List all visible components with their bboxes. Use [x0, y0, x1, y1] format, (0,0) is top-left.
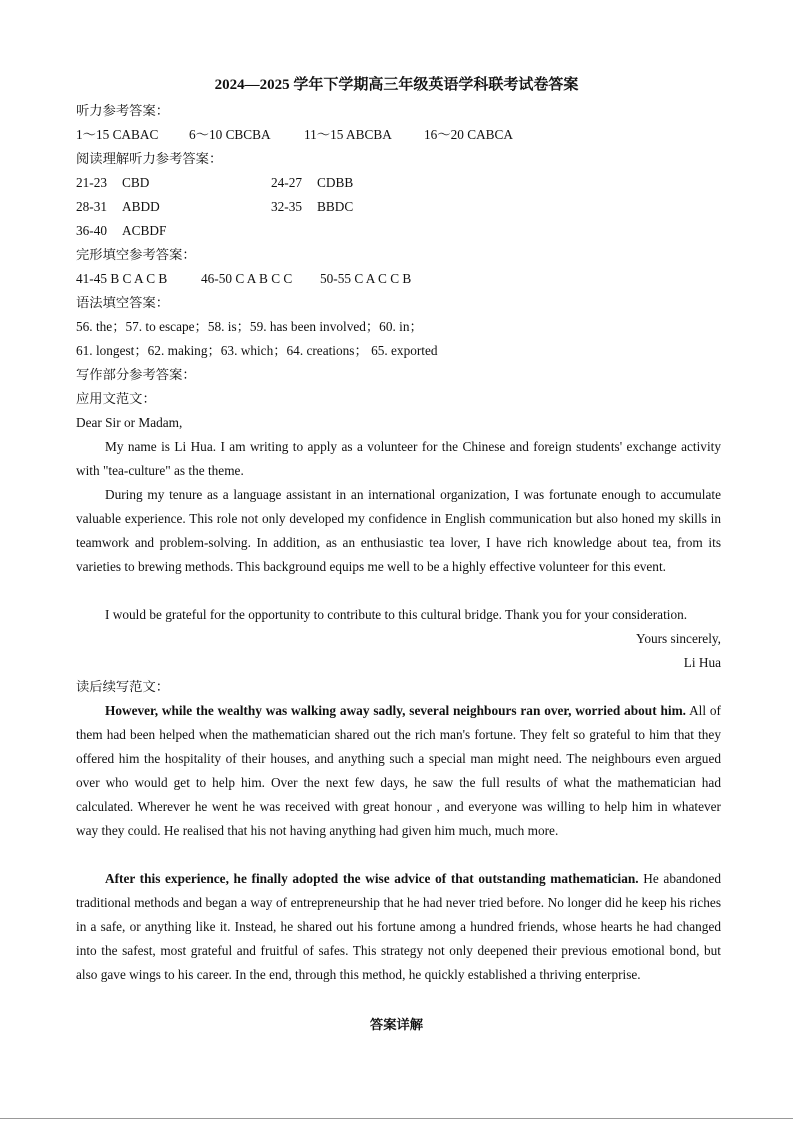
- letter-signature: Li Hua: [683, 655, 721, 670]
- listening-group: 11～15 ABCBA: [304, 127, 392, 142]
- cloze-answers: [76, 269, 411, 289]
- letter-salutation: Dear Sir or Madam,: [76, 415, 183, 430]
- reading-range: 21-23: [76, 175, 108, 190]
- page-bottom-rule: [0, 1118, 793, 1119]
- reading-answer: ACBDF: [122, 223, 167, 238]
- continuation-lead-sentence: However, while the wealthy was walking away sadly, several neighbours ran over, worried about him.: [105, 703, 686, 718]
- reading-range: 32-35: [271, 199, 303, 214]
- cloze-group: 50-55 C A C C B: [320, 271, 412, 286]
- reading-answer: ABDD: [122, 199, 160, 214]
- continuation-paragraph: [76, 867, 721, 987]
- applied-writing-heading: 应用文范文：: [76, 391, 156, 406]
- reading-row: [76, 197, 353, 217]
- reading-range: 24-27: [271, 175, 303, 190]
- cloze-heading: 完形填空参考答案：: [76, 247, 196, 262]
- continuation-heading: 读后续写范文：: [76, 679, 170, 694]
- grammar-heading: 语法填空答案：: [76, 295, 170, 310]
- cloze-group: 46-50 C A B C C: [201, 271, 293, 286]
- reading-answer: BBDC: [317, 199, 354, 214]
- listening-group: 1～15 CABAC: [76, 127, 159, 142]
- letter-paragraph: During my tenure as a language assistant in an international organization, I was fortunate enough to accumulate valuable experience. This role not only developed my confidence in English communication but also honed my skills in teamwork and problem-solving. In addition, as an enthusiastic tea lover, I have rich knowledge about tea, from its varieties to brewing methods. This background equips me well to be a highly effective volunteer for this event.: [76, 487, 721, 574]
- continuation-lead-sentence: After this experience, he finally adopted the wise advice of that outstanding mathematician.: [105, 871, 639, 886]
- reading-heading: 阅读理解听力参考答案：: [76, 151, 223, 166]
- continuation-body: He abandoned traditional methods and began a way of entrepreneurship that he had never tried before. No longer did he keep his riches in a safe, or anything like it. Instead, he shared out his fortune among a hundred friends, whose hearts he had changed into the safest, most grateful and fruitful of safes. This strategy not only deepened their previous emotional bond, but also gave wings to his career. In the end, through this method, he quickly established a thriving enterprise.: [76, 871, 722, 982]
- reading-range: 28-31: [76, 199, 108, 214]
- letter-paragraph: I would be grateful for the opportunity to contribute to this cultural bridge. Thank you for your consideration.: [105, 607, 688, 622]
- listening-group: 16～20 CABCA: [424, 127, 514, 142]
- letter-paragraph: My name is Li Hua. I am writing to apply as a volunteer for the Chinese and foreign students' exchange activity with "tea-culture" as the theme.: [76, 439, 721, 478]
- reading-row: [76, 221, 166, 241]
- listening-heading: 听力参考答案：: [76, 103, 170, 118]
- cloze-group: 41-45 B C A C B: [76, 271, 168, 286]
- listening-group: 6～10 CBCBA: [189, 127, 271, 142]
- reading-answer: CDBB: [317, 175, 354, 190]
- continuation-paragraph: [76, 699, 721, 843]
- reading-range: 36-40: [76, 223, 108, 238]
- continuation-body: All of them had been helped when the mathematician shared out the rich man's fortune. They felt so grateful to him that they offered him the hospitality of their houses, and anything such a special man might need. The neighbours even argued over who would get to help him. Over the next few days, he saw the full results of what the mathematician had calculated. Wherever he went he was received with great honour , and everyone was willing to help him in whatever way they could. He realised that his not having anything had given him much, much more.: [76, 703, 721, 838]
- page-title: 2024—2025 学年下学期高三年级英语学科联考试卷答案: [214, 77, 579, 93]
- writing-heading: 写作部分参考答案：: [76, 367, 196, 382]
- explanation-heading: 答案详解: [369, 1017, 424, 1032]
- reading-answer: CBD: [122, 175, 150, 190]
- grammar-answers-line: 56. the；57. to escape；58. is；59. has been involved；60. in；: [76, 319, 423, 334]
- grammar-answers-line: 61. longest；62. making；63. which；64. creations； 65. exported: [76, 343, 438, 358]
- listening-answers: [76, 125, 513, 145]
- reading-row: [76, 173, 353, 193]
- letter-closing: Yours sincerely,: [636, 631, 721, 646]
